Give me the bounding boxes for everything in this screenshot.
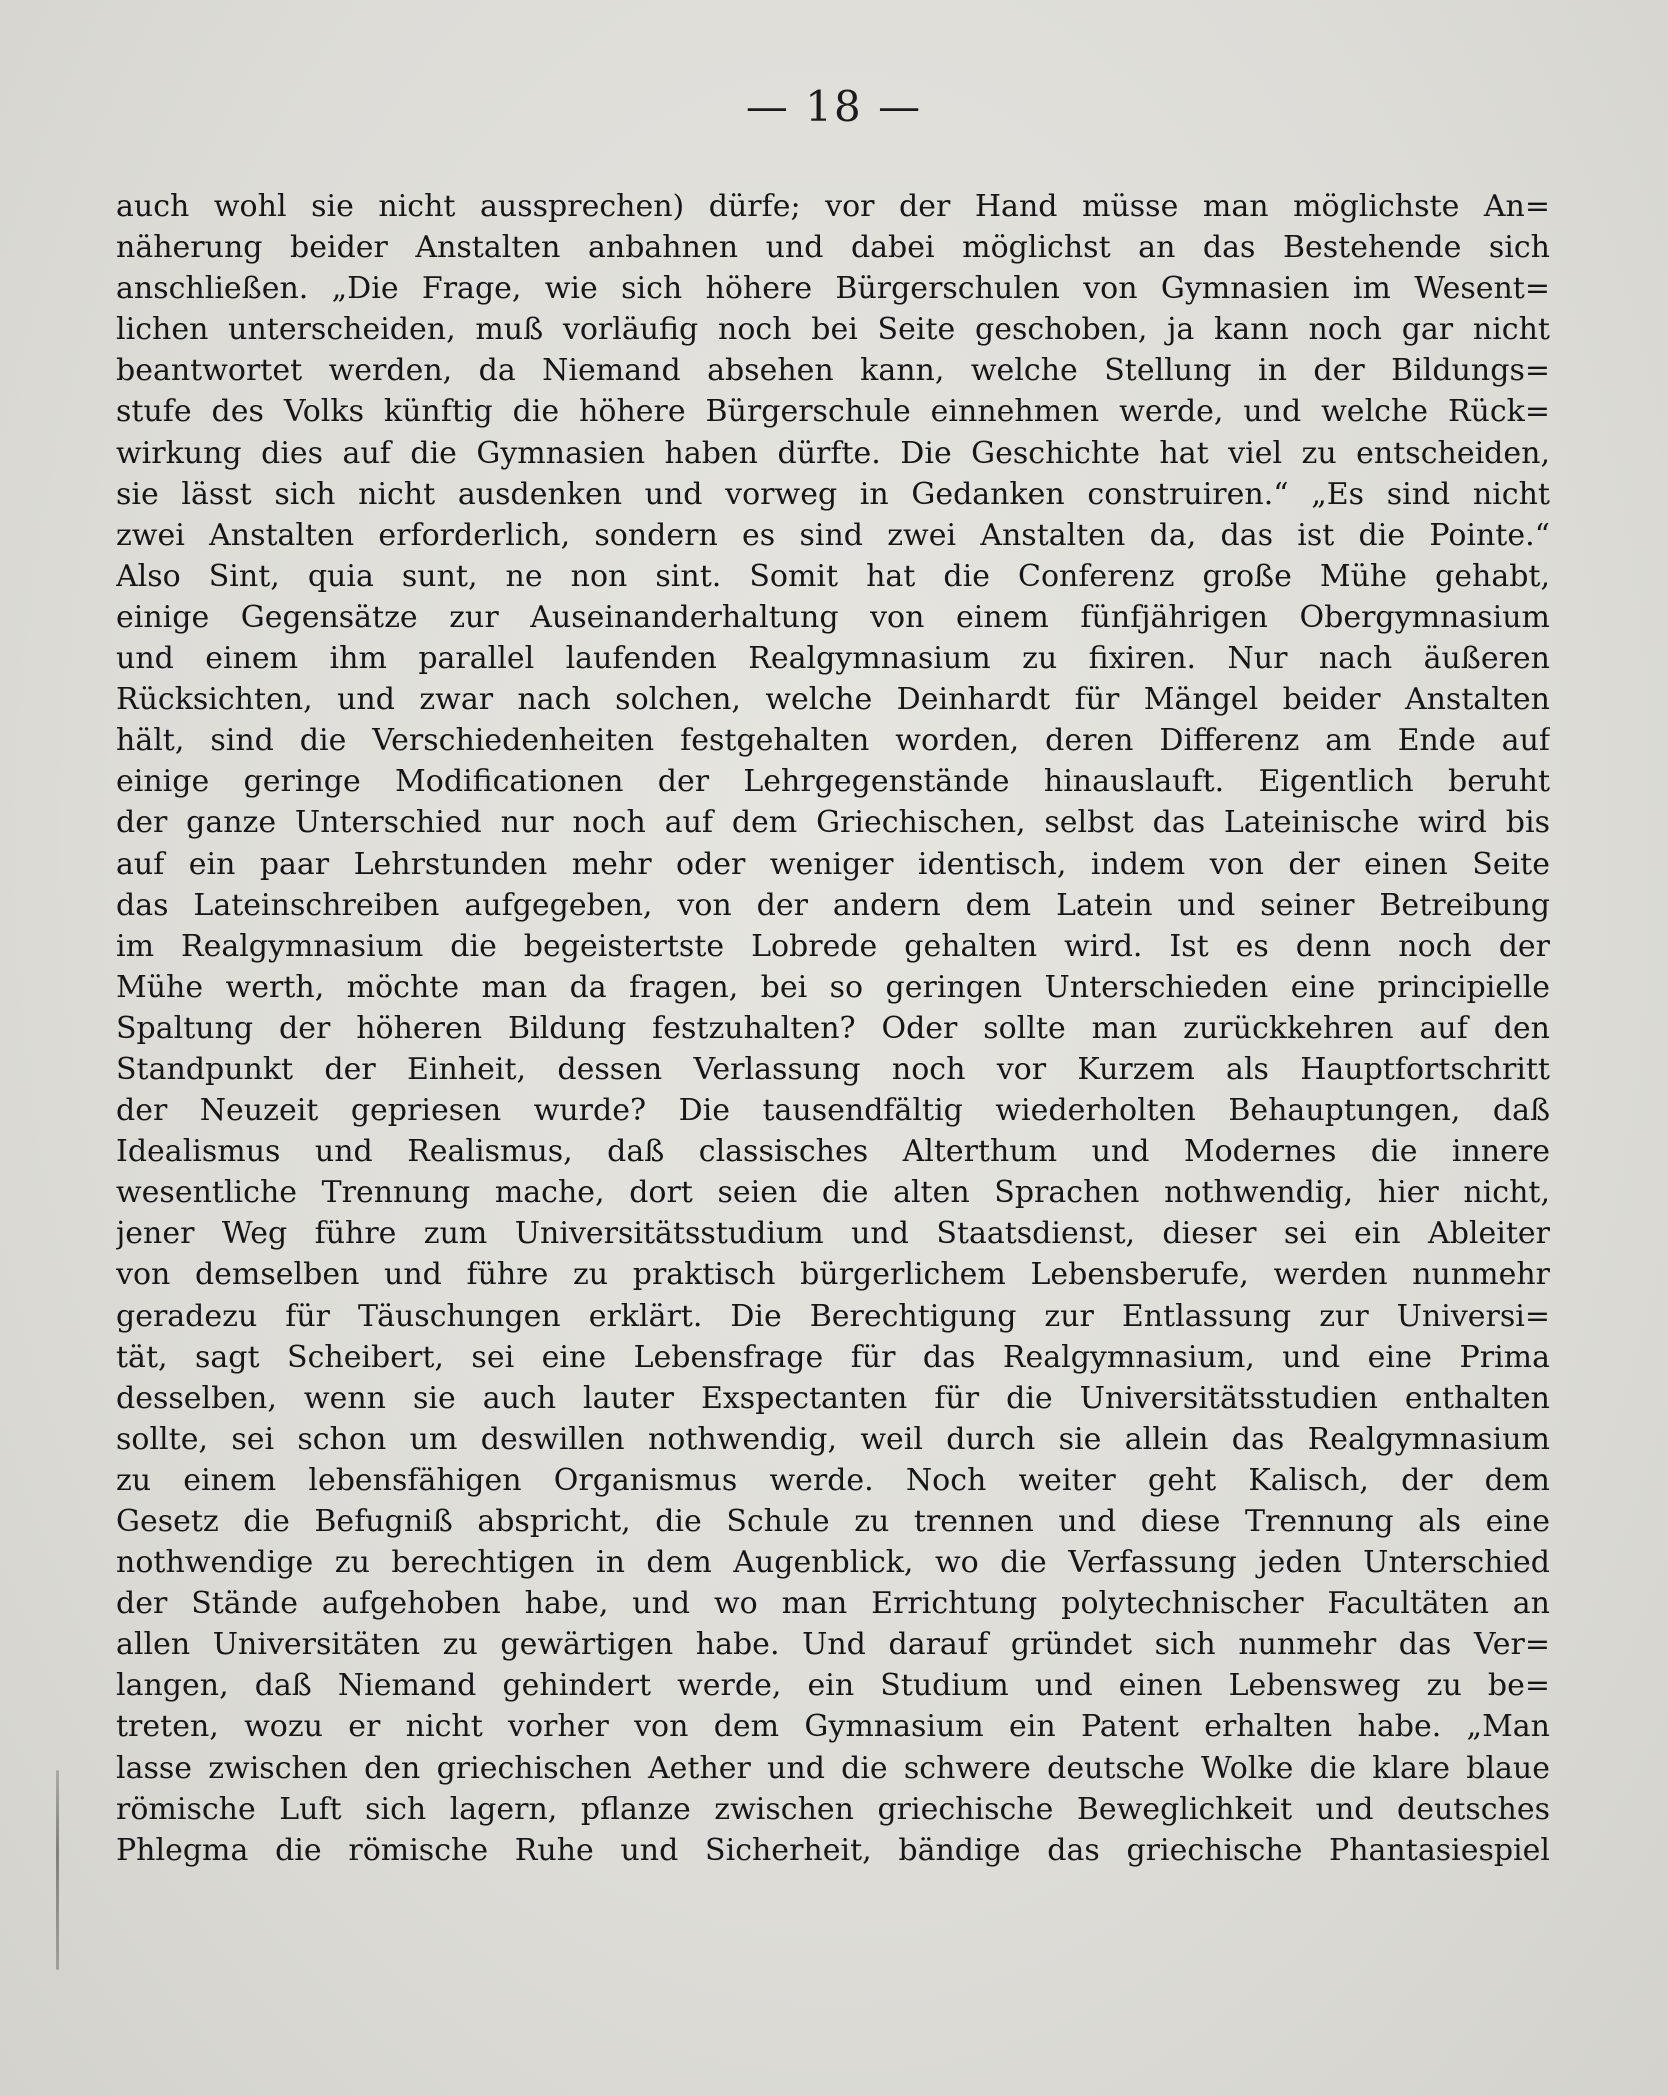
body-text [116, 186, 1550, 1871]
text-line: allen Universitäten zu gewärtigen habe. Und darauf gründet sich nunmehr das Ver= [116, 1627, 1550, 1663]
text-line: nothwendige zu berechtigen in dem Augenblick, wo die Verfassung jeden Unterschied [116, 1545, 1550, 1581]
text-line: der Stände aufgehoben habe, und wo man Errichtung polytechnischer Facultäten an [116, 1586, 1550, 1622]
text-line: langen, daß Niemand gehindert werde, ein Studium und einen Lebensweg zu be= [116, 1668, 1550, 1704]
text-line: das Lateinschreiben aufgegeben, von der andern dem Latein und seiner Betreibung [116, 887, 1550, 923]
text-line: der Neuzeit gepriesen wurde? Die tausendfältig wiederholten Behauptungen, daß [116, 1093, 1550, 1129]
text-line: stufe des Volks künftig die höhere Bürgerschule einnehmen werde, und welche Rück= [116, 394, 1550, 430]
text-line: Phlegma die römische Ruhe und Sicherheit, bändige das griechische Phantasiespiel [116, 1832, 1550, 1868]
text-line: zwei Anstalten erforderlich, sondern es sind zwei Anstalten da, das ist die Pointe.“ [116, 517, 1550, 553]
text-line: tät, sagt Scheibert, sei eine Lebensfrage für das Realgymnasium, und eine Prima [116, 1339, 1550, 1375]
text-line: römische Luft sich lagern, pflanze zwischen griechische Beweglichkeit und deutsches [116, 1791, 1550, 1827]
text-line: Idealismus und Realismus, daß classisches Alterthum und Modernes die innere [116, 1134, 1550, 1170]
text-line: und einem ihm parallel laufenden Realgymnasium zu fixiren. Nur nach äußeren [116, 641, 1550, 677]
text-line: Standpunkt der Einheit, dessen Verlassung noch vor Kurzem als Hauptfortschritt [116, 1051, 1550, 1087]
text-line: einige geringe Modificationen der Lehrgegenstände hinauslauft. Eigentlich beruht [116, 764, 1550, 800]
text-line: lasse zwischen den griechischen Aether und die schwere deutsche Wolke die klare blaue [116, 1750, 1550, 1786]
text-line: geradezu für Täuschungen erklärt. Die Berechtigung zur Entlassung zur Universi= [116, 1298, 1550, 1334]
text-line: Also Sint, quia sunt, ne non sint. Somit hat die Conferenz große Mühe gehabt, [116, 558, 1550, 594]
text-line: Spaltung der höheren Bildung festzuhalten? Oder sollte man zurückkehren auf den [116, 1010, 1550, 1046]
text-line: im Realgymnasium die begeistertste Lobrede gehalten wird. Ist es denn noch der [116, 928, 1550, 964]
text-line: auch wohl sie nicht aussprechen) dürfe; vor der Hand müsse man möglichste An= [116, 189, 1550, 224]
text-line: wesentliche Trennung mache, dort seien die alten Sprachen nothwendig, hier nicht, [116, 1175, 1550, 1211]
text-line: treten, wozu er nicht vorher von dem Gymnasium ein Patent erhalten habe. „Man [116, 1709, 1550, 1745]
text-line: Gesetz die Befugniß abspricht, die Schule zu trennen und diese Trennung als eine [116, 1504, 1550, 1539]
text-line: auf ein paar Lehrstunden mehr oder weniger identisch, indem von der einen Seite [116, 846, 1550, 882]
text-line: Rücksichten, und zwar nach solchen, welche Deinhardt für Mängel beider Anstalten [116, 682, 1550, 718]
text-line: desselben, wenn sie auch lauter Exspectanten für die Universitätsstudien enthalten [116, 1380, 1550, 1416]
text-line: der ganze Unterschied nur noch auf dem Griechischen, selbst das Lateinische wird bis [116, 805, 1550, 841]
text-line: lichen unterscheiden, muß vorläufig noch bei Seite geschoben, ja kann noch gar nicht [116, 312, 1550, 348]
text-line: wirkung dies auf die Gymnasien haben dürfte. Die Geschichte hat viel zu entscheiden, [116, 435, 1550, 471]
text-line: hält, sind die Verschiedenheiten festgehalten worden, deren Differenz am Ende auf [116, 723, 1550, 759]
text-line: jener Weg führe zum Universitätsstudium und Staatsdienst, dieser sei ein Ableiter [116, 1216, 1550, 1252]
page-number: — 18 — [745, 82, 923, 131]
text-line: sie lässt sich nicht ausdenken und vorweg in Gedanken construiren.“ „Es sind nicht [116, 476, 1550, 512]
margin-pencil-mark [56, 1770, 59, 1970]
text-line: beantwortet werden, da Niemand absehen kann, welche Stellung in der Bildungs= [116, 353, 1550, 389]
text-line: von demselben und führe zu praktisch bürgerlichem Lebensberufe, werden nunmehr [116, 1257, 1550, 1293]
text-line: näherung beider Anstalten anbahnen und dabei möglichst an das Bestehende sich [116, 230, 1550, 266]
text-line: sollte, sei schon um deswillen nothwendig, weil durch sie allein das Realgymnasium [116, 1421, 1550, 1457]
text-line: zu einem lebensfähigen Organismus werde. Noch weiter geht Kalisch, der dem [116, 1462, 1550, 1498]
text-line: Mühe werth, möchte man da fragen, bei so geringen Unterschieden eine principielle [116, 969, 1550, 1005]
text-line: anschließen. „Die Frage, wie sich höhere Bürgerschulen von Gymnasien im Wesent= [116, 271, 1550, 307]
text-line: einige Gegensätze zur Auseinanderhaltung von einem fünfjährigen Obergymnasium [116, 599, 1550, 635]
